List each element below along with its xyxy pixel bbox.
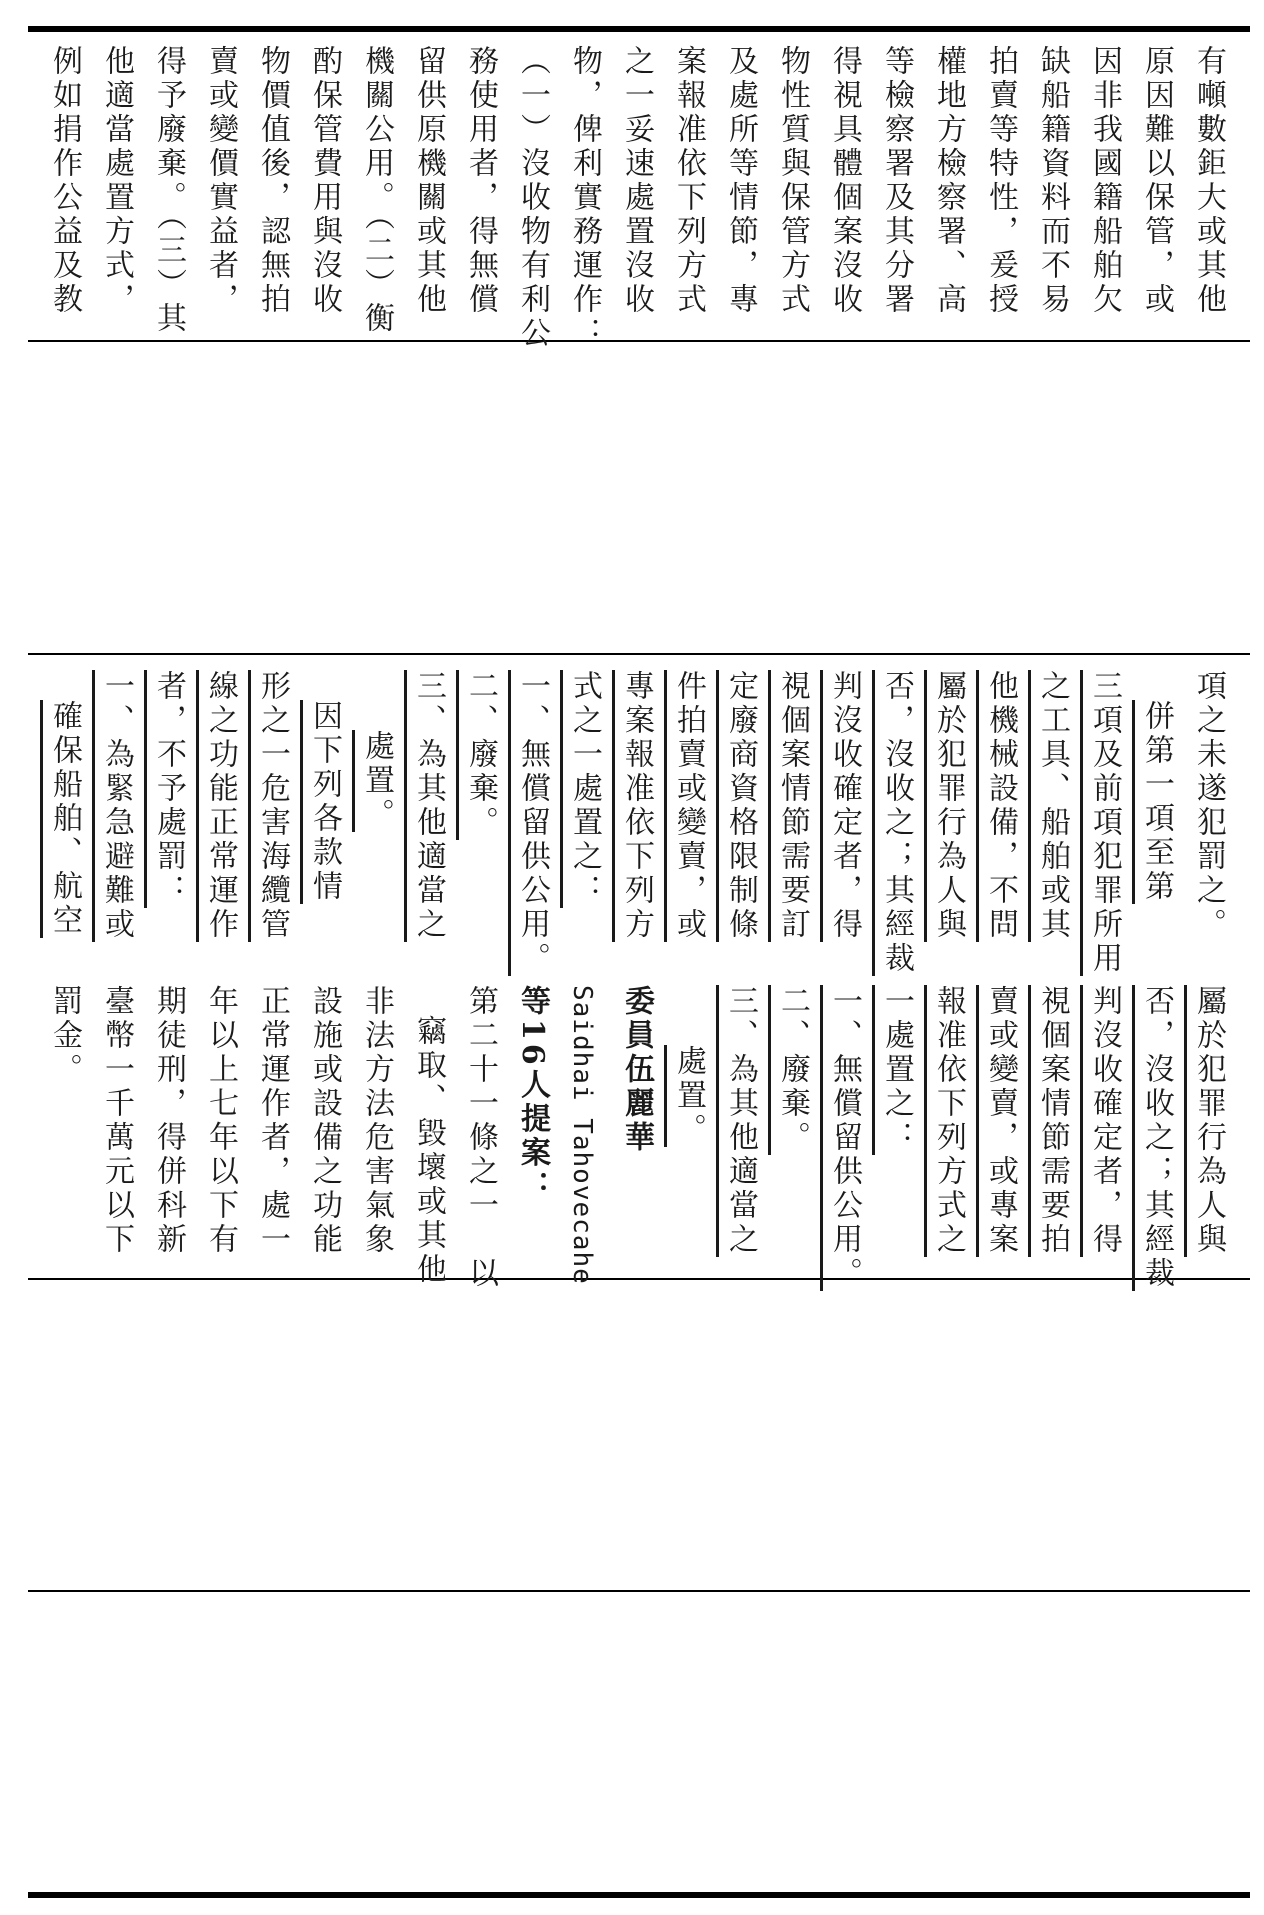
text-column: 他適當處置方式， bbox=[99, 45, 134, 317]
proposer-name: 委員伍麗華 bbox=[619, 985, 654, 1155]
text-column: 缺船籍資料而不易 bbox=[1035, 45, 1070, 317]
text-column: （一）沒收物有利公 bbox=[515, 45, 550, 351]
text-column: 酌保管費用與沒收 bbox=[307, 45, 342, 317]
text-column: 屬於犯罪行為人與 bbox=[931, 670, 966, 942]
text-column: 賣或變價實益者， bbox=[203, 45, 238, 317]
text-column: 項之未遂犯罰之。 bbox=[1191, 670, 1226, 942]
text-column: 留供原機關或其他 bbox=[411, 45, 446, 317]
text-column: 拍賣等特性，爰授 bbox=[983, 45, 1018, 317]
text-column: 二、廢棄。 bbox=[463, 670, 498, 840]
text-column: 併第一項至第 bbox=[1139, 700, 1174, 904]
article-text: 年以上七年以下有 bbox=[203, 985, 238, 1257]
text-column: 因下列各款情 bbox=[307, 700, 342, 904]
text-column: 三、為其他適當之 bbox=[411, 670, 446, 942]
text-column: 物，俾利實務運作： bbox=[567, 45, 602, 351]
text-column: 得視具體個案沒收 bbox=[827, 45, 862, 317]
proposal-heading: 等16人提案： bbox=[515, 985, 550, 1205]
text-column: 形之一危害海纜管 bbox=[255, 670, 290, 942]
text-column: 一、無償留供公用。 bbox=[827, 985, 862, 1291]
top-rule bbox=[28, 26, 1250, 32]
text-column: 否，沒收之；其經裁 bbox=[1139, 985, 1174, 1291]
text-column: 判沒收確定者，得 bbox=[1087, 985, 1122, 1257]
text-column: 權地方檢察署、高 bbox=[931, 45, 966, 317]
text-column: 視個案情節需要拍 bbox=[1035, 985, 1070, 1257]
text-column: 屬於犯罪行為人與 bbox=[1191, 985, 1226, 1257]
text-column: 者，不予處罰： bbox=[151, 670, 186, 908]
proposer-latin-name: Saidhai Tahovecahe bbox=[567, 985, 597, 1285]
article-text: 正常運作者，處一 bbox=[255, 985, 290, 1257]
text-column: 一處置之： bbox=[879, 985, 914, 1155]
text-column: 及處所等情節，專 bbox=[723, 45, 758, 317]
text-column: 定廢商資格限制條 bbox=[723, 670, 758, 942]
article-text: 第二十一條之一 以 bbox=[463, 985, 498, 1291]
text-column: 之工具、船舶或其 bbox=[1035, 670, 1070, 942]
text-column: 專案報准依下列方 bbox=[619, 670, 654, 942]
text-column: 否，沒收之；其經裁 bbox=[879, 670, 914, 976]
text-column: 賣或變賣，或專案 bbox=[983, 985, 1018, 1257]
text-column: 物價值後，認無拍 bbox=[255, 45, 290, 317]
text-column: 例如捐作公益及教 bbox=[47, 45, 82, 317]
article-text: 臺幣一千萬元以下 bbox=[99, 985, 134, 1257]
article-text: 非法方法危害氣象 bbox=[359, 985, 394, 1257]
bottom-rule bbox=[28, 1892, 1250, 1898]
text-column: 務使用者，得無償 bbox=[463, 45, 498, 317]
text-column: 線之功能正常運作 bbox=[203, 670, 238, 942]
text-column: 視個案情節需要訂 bbox=[775, 670, 810, 942]
text-column: 判沒收確定者，得 bbox=[827, 670, 862, 942]
text-column: 得予廢棄。（三）其 bbox=[151, 45, 186, 336]
text-column: 他機械設備，不問 bbox=[983, 670, 1018, 942]
text-column: 處置。 bbox=[359, 730, 394, 832]
article-text: 竊取、毀壞或其他 bbox=[411, 1015, 446, 1287]
text-column: 三、為其他適當之 bbox=[723, 985, 758, 1257]
text-column: 確保船舶、航空 bbox=[47, 700, 82, 938]
text-column: 件拍賣或變賣，或 bbox=[671, 670, 706, 942]
text-column: 機關公用。（二）衡 bbox=[359, 45, 394, 336]
article-text: 設施或設備之功能 bbox=[307, 985, 342, 1257]
text-column: 處置。 bbox=[671, 1045, 706, 1147]
text-column: 一、為緊急避難或 bbox=[99, 670, 134, 942]
text-column: 因非我國籍船舶欠 bbox=[1087, 45, 1122, 317]
section-divider-3 bbox=[28, 1278, 1250, 1280]
text-column: 二、廢棄。 bbox=[775, 985, 810, 1155]
article-text: 罰金。 bbox=[47, 985, 82, 1087]
text-column: 原因難以保管，或 bbox=[1139, 45, 1174, 317]
section-divider-4 bbox=[28, 1590, 1250, 1592]
text-column: 案報准依下列方式 bbox=[671, 45, 706, 317]
text-column: 一、無償留供公用。 bbox=[515, 670, 550, 976]
section-divider-1 bbox=[28, 340, 1250, 342]
text-column: 有噸數鉅大或其他 bbox=[1191, 45, 1226, 317]
article-text: 期徒刑，得併科新 bbox=[151, 985, 186, 1257]
text-column: 三項及前項犯罪所用 bbox=[1087, 670, 1122, 976]
text-column: 之一妥速處置沒收 bbox=[619, 45, 654, 317]
section-divider-2 bbox=[28, 653, 1250, 655]
text-column: 物性質與保管方式 bbox=[775, 45, 810, 317]
text-column: 等檢察署及其分署 bbox=[879, 45, 914, 317]
text-column: 式之一處置之： bbox=[567, 670, 602, 908]
text-column: 報准依下列方式之 bbox=[931, 985, 966, 1257]
